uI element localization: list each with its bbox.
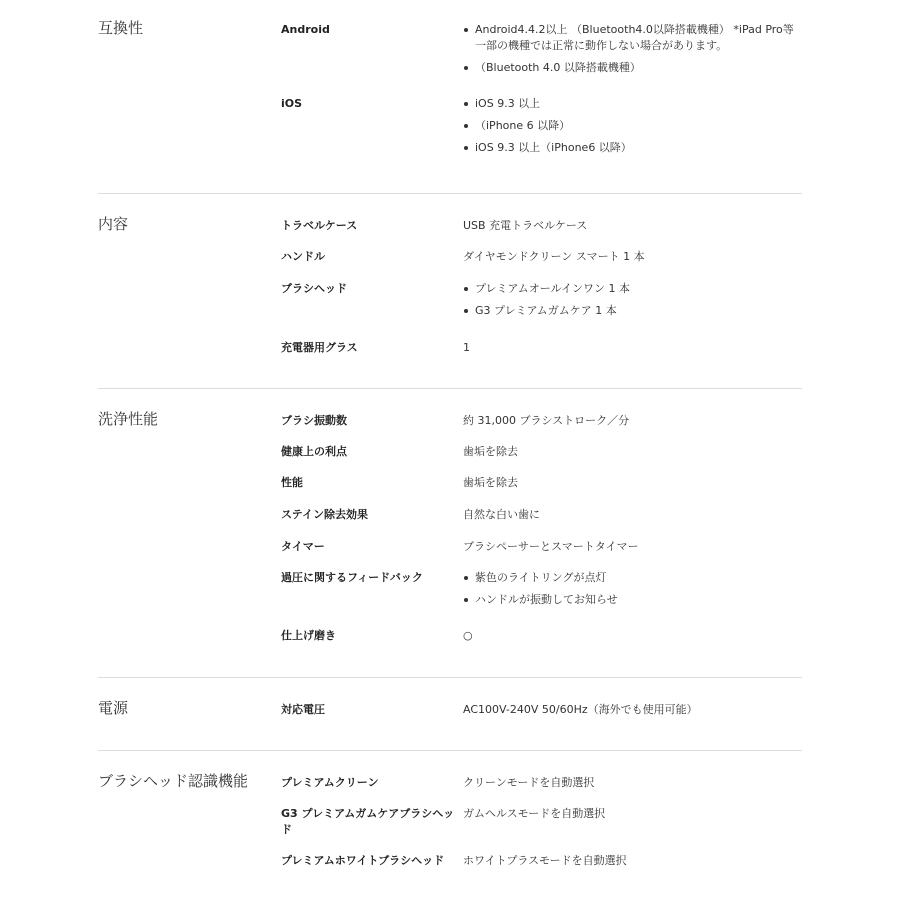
spec-label: 仕上げ磨き (281, 629, 336, 642)
spec-label: ブラシ振動数 (281, 414, 347, 427)
spec-label: ステイン除去効果 (281, 508, 369, 521)
spec-label: ブラシヘッド (281, 282, 347, 295)
spec-bullet-list (463, 22, 803, 82)
bullet-item: G3 プレミアムガムケア 1 本 (463, 303, 803, 319)
spec-value: ホワイトプラスモードを自動選択 (463, 854, 627, 867)
bullet-item: Android4.4.2以上 （Bluetooth4.0以降搭載機種） *iPad Pro等一部の機種では正常に動作しない場合があります。 (463, 22, 803, 54)
section-divider (98, 388, 802, 389)
spec-bullet-list (463, 570, 803, 614)
spec-value: 約 31,000 ブラシストローク／分 (463, 414, 630, 427)
spec-value: USB 充電トラベルケース (463, 219, 588, 232)
spec-value: 1 (463, 341, 470, 354)
section-title: 互換性 (98, 19, 144, 37)
spec-label: プレミアムクリーン (281, 776, 379, 789)
spec-value: 自然な白い歯に (463, 508, 540, 521)
spec-label: タイマー (281, 540, 325, 553)
spec-value: ガムヘルスモードを自動選択 (463, 807, 606, 820)
spec-value: ○ (463, 629, 473, 642)
spec-label: プレミアムホワイトブラシヘッド (281, 854, 445, 867)
section-title: 内容 (98, 215, 129, 233)
bullet-item: ハンドルが振動してお知らせ (463, 592, 803, 608)
spec-label: G3 プレミアムガムケアブラシヘッド (281, 807, 455, 836)
section-title: ブラシヘッド認識機能 (98, 772, 249, 790)
spec-label: ハンドル (281, 250, 325, 263)
bullet-item: iOS 9.3 以上（iPhone6 以降） (463, 140, 803, 156)
bullet-item: iOS 9.3 以上 (463, 96, 803, 112)
section-divider (98, 750, 802, 751)
spec-value: ダイヤモンドクリーン スマート 1 本 (463, 250, 645, 263)
spec-label: 過圧に関するフィードバック (281, 571, 423, 584)
spec-value: ブラシペーサーとスマートタイマー (463, 540, 639, 553)
spec-label: トラベルケース (281, 219, 358, 232)
bullet-item: プレミアムオールインワン 1 本 (463, 281, 803, 297)
spec-value: クリーンモードを自動選択 (463, 776, 595, 789)
spec-value: 歯垢を除去 (463, 445, 518, 458)
spec-label: Android (281, 23, 330, 36)
spec-label: 対応電圧 (281, 703, 325, 716)
spec-value: 歯垢を除去 (463, 476, 518, 489)
section-divider (98, 193, 802, 194)
bullet-item: 紫色のライトリングが点灯 (463, 570, 803, 586)
bullet-item: （Bluetooth 4.0 以降搭載機種） (463, 60, 803, 76)
spec-label: 健康上の利点 (281, 445, 347, 458)
spec-value: AC100V-240V 50/60Hz（海外でも使用可能） (463, 703, 698, 716)
section-divider (98, 677, 802, 678)
section-title: 電源 (98, 699, 129, 717)
spec-label: 充電器用グラス (281, 341, 358, 354)
bullet-item: （iPhone 6 以降） (463, 118, 803, 134)
spec-bullet-list (463, 96, 803, 162)
spec-label: iOS (281, 97, 303, 110)
spec-label: 性能 (281, 476, 303, 489)
section-title: 洗浄性能 (98, 410, 159, 428)
spec-bullet-list (463, 281, 803, 325)
